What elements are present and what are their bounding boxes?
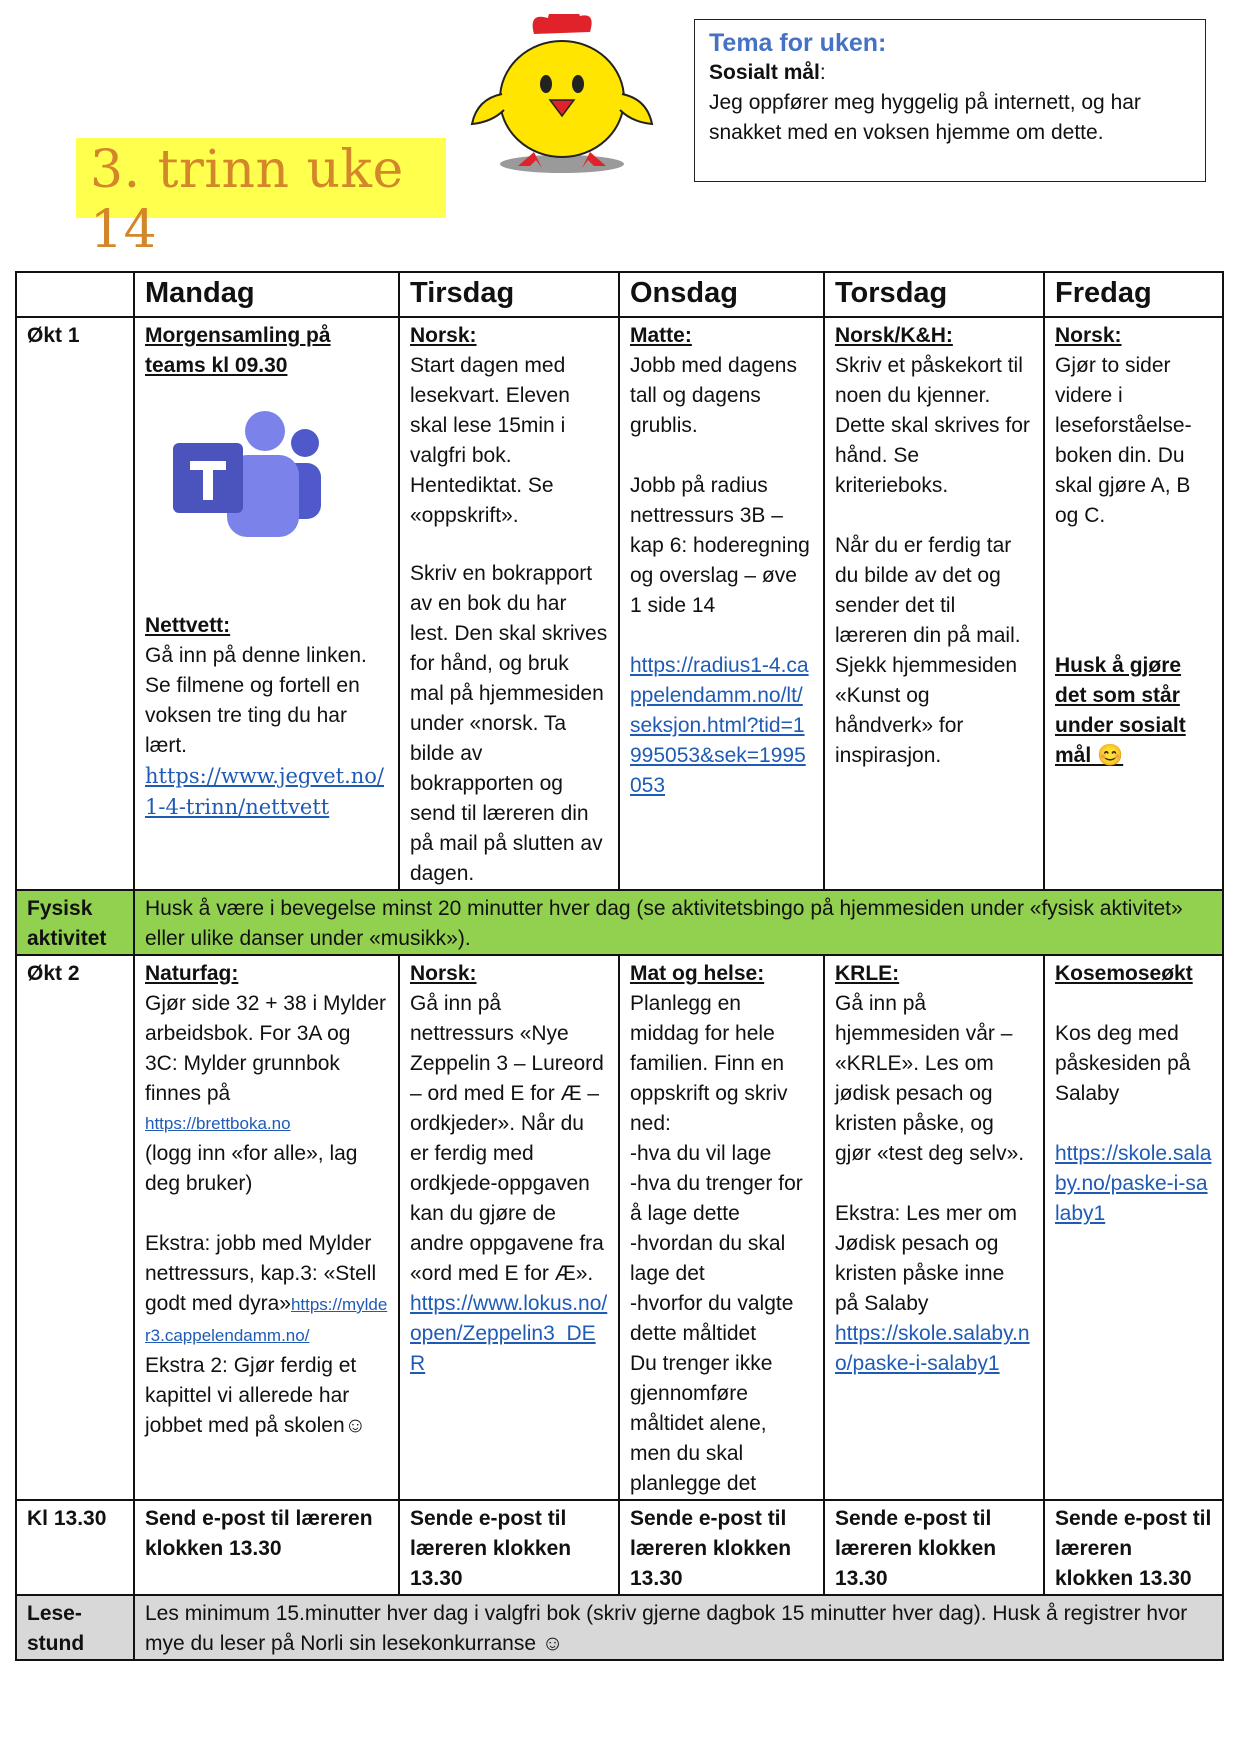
okt2-mandag-p4: Ekstra 2: Gjør ferdig et kapittel vi allerede har jobbet med på skolen☺ [145,1354,367,1437]
okt2-fredag-subject: Kosemoseøkt [1055,962,1193,985]
kl-row [16,1500,1223,1595]
okt1-torsdag-subject: Norsk/K&H: [835,324,953,347]
okt1-tirsdag-subject: Norsk: [410,324,477,347]
salaby-link-torsdag[interactable]: https://skole.salaby.no/paske-i-salaby1 [835,1322,1030,1375]
okt1-mandag-subject2: Nettvett: [145,614,231,637]
okt1-torsdag-p2: Når du er ferdig tar du bilde av det og sender det til læreren din på mail. Sjekk hjemmesiden «Kunst og håndverk» for inspirasjon. [835,534,1021,767]
okt2-onsdag [619,955,824,1500]
okt2-torsdag-subject: KRLE: [835,962,900,985]
okt2-onsdag-l3: -hvordan du skal lage det [630,1232,786,1285]
okt1-fredag-p2: Husk å gjøre det som står under sosialt mål 😊 [1055,654,1186,767]
lese-text: Les minimum 15.minutter hver dag i valgfri bok (skriv gjerne dagbok 15 minutter hver dag). Husk å registrer hvor mye du leser på Norli sin lesekonkurranse ☺ [134,1595,1223,1660]
okt2-fredag [1044,955,1223,1500]
social-goal-colon: : [819,61,826,84]
okt2-onsdag-p1: Planlegg en middag for hele familien. Finn en oppskrift og skriv ned: [630,992,788,1135]
okt1-fredag-subject: Norsk: [1055,324,1122,347]
spacer [145,1199,388,1229]
okt2-onsdag-subject: Mat og helse: [630,962,765,985]
social-goal-label [709,58,1191,88]
title-box [76,138,446,260]
theme-box [694,19,1206,182]
okt2-onsdag-l1: -hva du vil lage [630,1142,772,1165]
header-onsdag: Onsdag [619,272,824,317]
header-fredag: Fredag [1044,272,1223,317]
okt1-tirsdag-p3: Skriv en bokrapport av en bok du har lest. Den skal skrives for hånd, og bruk mal på hjemmesiden under «norsk. Ta bilde av bokrapporten og send til læreren din på mail på slutten av dagen. [410,562,608,885]
chick-mascot-icon [462,14,662,179]
okt2-mandag-subject: Naturfag: [145,962,239,985]
social-goal-text: Jeg oppfører meg hyggelig på internett, og har snakket med en voksen hjemme om dette. [709,91,1141,144]
brettboka-link[interactable]: https://brettboka.no [145,1114,291,1133]
social-goal-label-text: Sosialt mål [709,61,820,84]
fysisk-text: Husk å være i bevegelse minst 20 minutter hver dag (se aktivitetsbingo på hjemmesiden under «fysisk aktivitet» eller ulike danser under «musikk»). [134,890,1223,955]
fysisk-row [16,890,1223,955]
mylder-link[interactable]: https://mylder3.cappelendamm.no/ [145,1295,388,1345]
okt1-tirsdag [399,317,619,890]
okt2-mandag-p1: Gjør side 32 + 38 i Mylder arbeidsbok. For 3A og 3C: Mylder grunnbok finnes på [145,992,387,1105]
fysisk-label: Fysisk aktivitet [16,890,134,955]
okt1-onsdag-p2: Jobb på radius nettressurs 3B – kap 6: hoderegning og overslag – øve 1 side 14 [630,474,810,617]
okt2-torsdag [824,955,1044,1500]
okt1-torsdag-p1: Skriv et påskekort til noen du kjenner. Dette skal skrives for hånd. Se kriterieboks. [835,354,1030,497]
okt2-tirsdag-subject: Norsk: [410,962,477,985]
kl-mandag: Send e-post til læreren klokken 13.30 [134,1500,399,1595]
okt1-mandag-text: Gå inn på denne linken. Se filmene og fortell en voksen tre ting du har lært. [145,644,367,757]
lese-row [16,1595,1223,1660]
header-row [16,272,1223,317]
okt1-label: Økt 1 [16,317,134,890]
lokus-link[interactable]: https://www.lokus.no/open/Zeppelin3_DER [410,1292,608,1375]
spacer [410,531,608,559]
header-mandag: Mandag [134,272,399,317]
jegvet-link[interactable]: https://www.jegvet.no/1-4-trinn/nettvett [145,764,384,819]
okt2-tirsdag [399,955,619,1500]
okt1-fredag-p1: Gjør to sider videre i leseforståelse-boken din. Du skal gjøre A, B og C. [1055,354,1192,527]
okt2-mandag-p3: Ekstra: jobb med Mylder nettressurs, kap.3: «Stell godt med dyra» [145,1232,377,1315]
kl-onsdag: Sende e-post til læreren klokken 13.30 [619,1500,824,1595]
spacer [630,441,813,471]
radius-link[interactable]: https://radius1-4.cappelendamm.no/lt/seksjon.html?tid=1995053&sek=1995053 [630,654,809,797]
okt1-torsdag [824,317,1044,890]
okt2-mandag-p2: (logg inn «for alle», lag deg bruker) [145,1142,358,1195]
spacer [1055,1109,1212,1139]
okt1-tirsdag-p1: Start dagen med lesekvart. Eleven skal lese 15min i valgfri bok. [410,354,570,467]
okt2-tirsdag-p1: Gå inn på nettressurs «Nye Zeppelin 3 – Lureord – ord med E for Æ – ordkjeder». Når du er ferdig med ordkjede-oppgaven kan du gjøre de andre oppgavene fra «ord med E for Æ». [410,992,604,1285]
header-torsdag: Torsdag [824,272,1044,317]
okt2-onsdag-l4: -hvorfor du valgte dette måltidet [630,1292,794,1345]
okt2-onsdag-p2: Du trenger ikke gjennomføre måltidet alene, men du skal planlegge det [630,1352,773,1495]
header-empty [16,272,134,317]
okt2-fredag-p1: Kos deg med påskesiden på Salaby [1055,1022,1191,1105]
okt1-tirsdag-p2: Hentediktat. Se «oppskrift». [410,474,554,527]
okt2-torsdag-p1: Gå inn på hjemmesiden vår – «KRLE». Les om jødisk pesach og kristen påske, og gjør «test deg selv». [835,992,1025,1165]
weekly-plan-table [15,271,1224,1661]
okt1-onsdag [619,317,824,890]
kl-fredag: Sende e-post til læreren klokken 13.30 [1044,1500,1223,1595]
header-tirsdag: Tirsdag [399,272,619,317]
spacer [835,501,1033,531]
okt2-row [16,955,1223,1500]
okt1-mandag-subject: Morgensamling på teams kl 09.30 [145,324,331,377]
kl-torsdag: Sende e-post til læreren klokken 13.30 [824,1500,1044,1595]
spacer [1055,989,1212,1019]
spacer [630,621,813,651]
kl-label: Kl 13.30 [16,1500,134,1595]
okt1-fredag [1044,317,1223,890]
spacer [835,1169,1033,1199]
theme-heading: Tema for uken: [709,29,887,57]
okt1-mandag [134,317,399,890]
page-title: 3. trinn uke 14 [90,140,404,260]
kl-tirsdag: Sende e-post til læreren klokken 13.30 [399,1500,619,1595]
okt1-onsdag-p1: Jobb med dagens tall og dagens grublis. [630,354,797,437]
spacer [1055,531,1212,651]
lese-label: Lese-stund [16,1595,134,1660]
okt2-torsdag-p2: Ekstra: Les mer om Jødisk pesach og kristen påske inne på Salaby [835,1202,1018,1315]
microsoft-teams-icon [173,409,323,539]
okt2-label: Økt 2 [16,955,134,1500]
okt1-onsdag-subject: Matte: [630,324,692,347]
okt2-mandag [134,955,399,1500]
spacer [145,539,388,611]
okt2-onsdag-l2: -hva du trenger for å lage dette [630,1172,803,1225]
okt1-row [16,317,1223,890]
salaby-link-fredag[interactable]: https://skole.salaby.no/paske-i-salaby1 [1055,1142,1212,1225]
